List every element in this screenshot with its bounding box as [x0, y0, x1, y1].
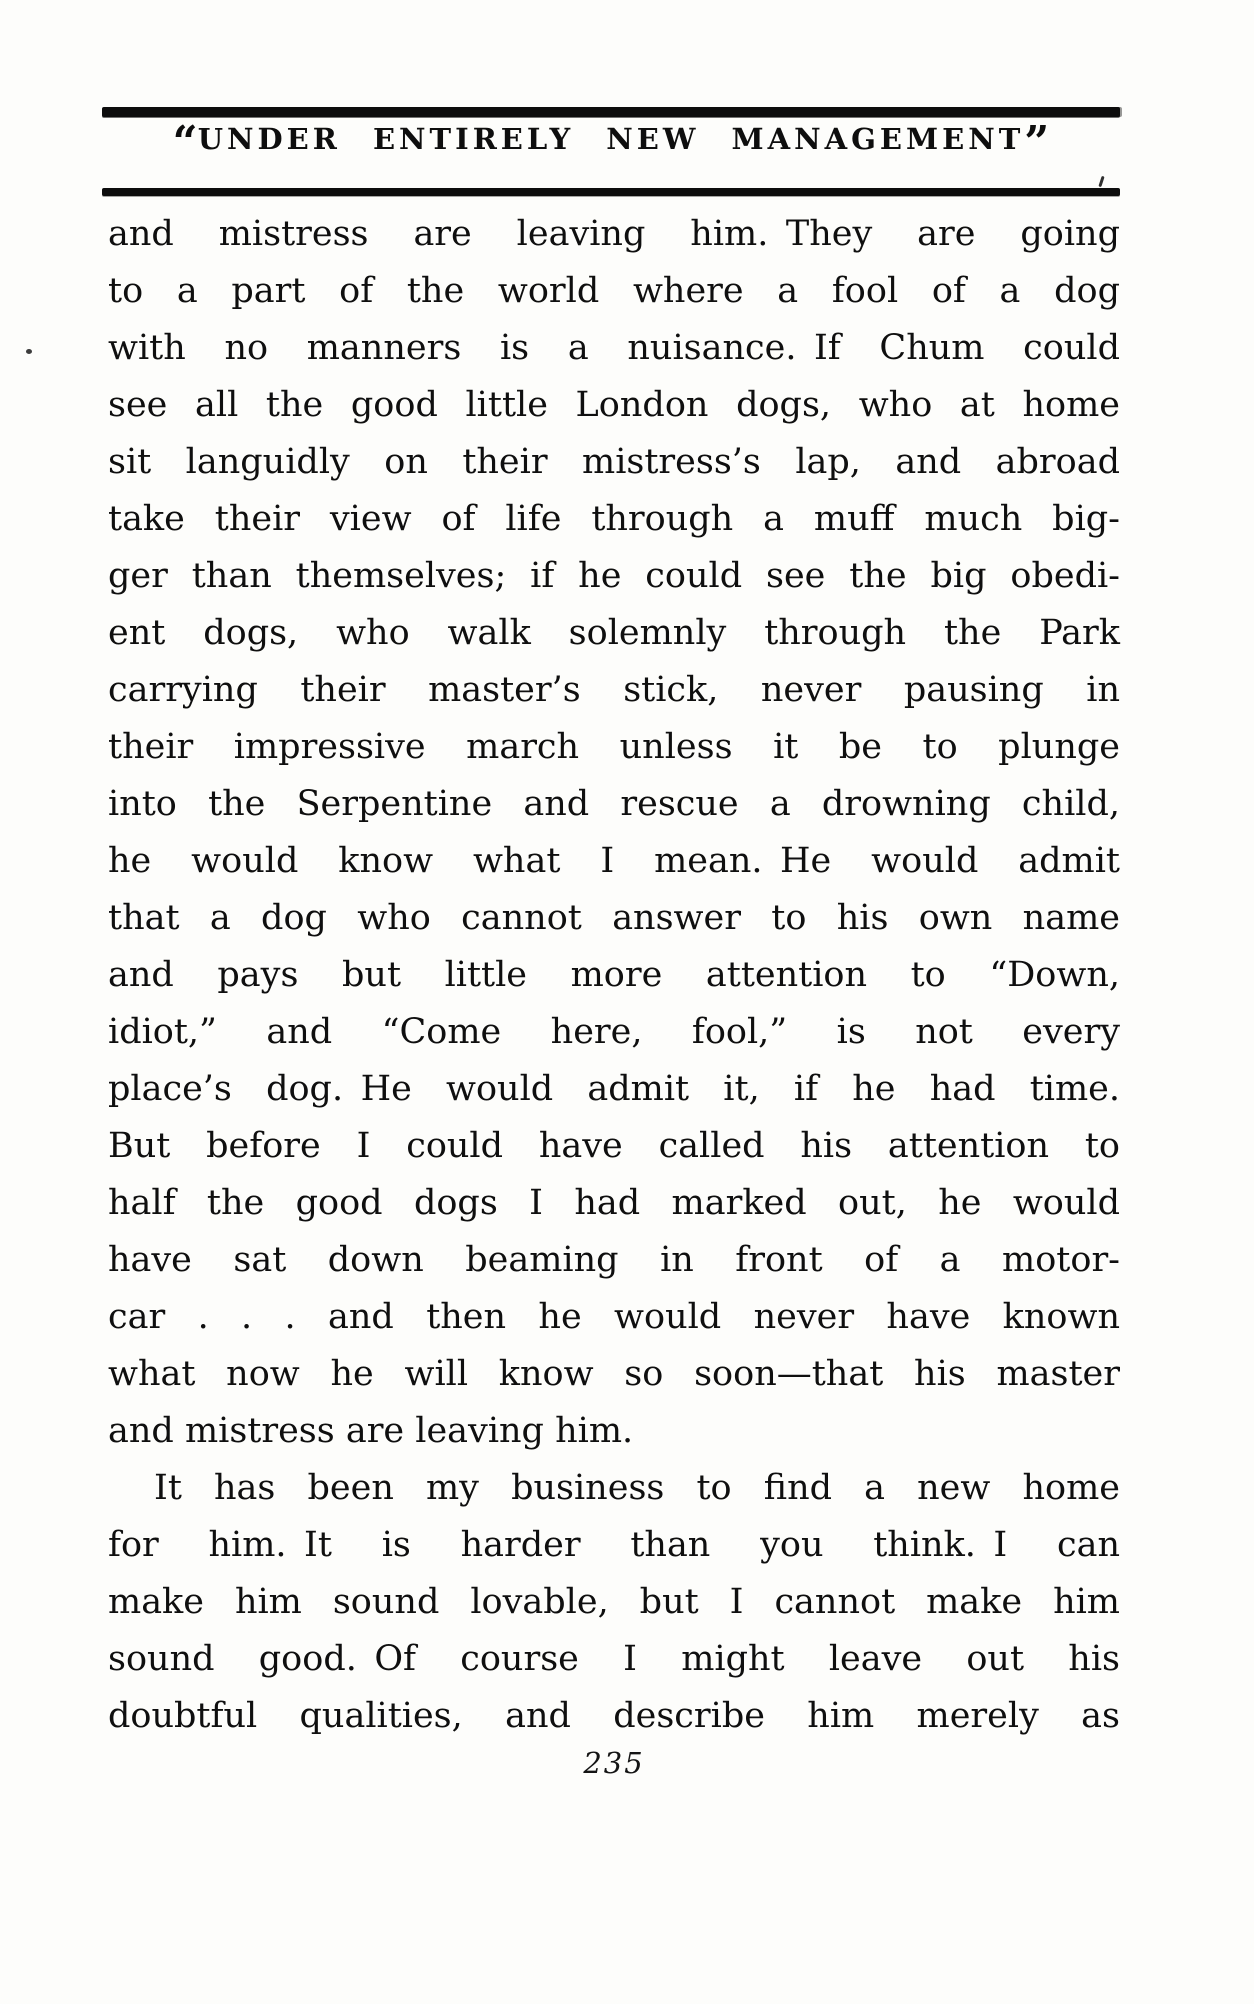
text-line: half the good dogs I had marked out, he would: [108, 1183, 1120, 1223]
text-line: But before I could have called his attention to: [108, 1126, 1120, 1166]
text-line: place’s dog. He would admit it, if he had time.: [108, 1069, 1120, 1109]
text-line: ent dogs, who walk solemnly through the Park: [108, 613, 1120, 653]
text-line: take their view of life through a muff much big-: [108, 499, 1120, 539]
text-line: and mistress are leaving him. They are going: [108, 214, 1120, 254]
body-text: [108, 206, 1120, 1745]
text-line: that a dog who cannot answer to his own name: [108, 898, 1120, 938]
ink-speck: [1098, 176, 1104, 187]
header-open-quote: “: [172, 116, 198, 168]
text-line: he would know what I mean. He would admit: [108, 841, 1120, 881]
text-line: with no manners is a nuisance. If Chum could: [108, 328, 1120, 368]
running-header: [102, 116, 1120, 174]
text-line: and mistress are leaving him.: [108, 1411, 634, 1451]
header-title: UNDER ENTIRELY NEW MANAGEMENT: [197, 122, 1025, 156]
text-line: ger than themselves; if he could see the big obedi-: [108, 556, 1120, 596]
ink-speck: [26, 349, 32, 354]
page-number: 235: [583, 1746, 645, 1780]
text-line: their impressive march unless it be to plunge: [108, 727, 1120, 767]
text-line: carrying their master’s stick, never pausing in: [108, 670, 1120, 710]
text-line: car . . . and then he would never have known: [108, 1297, 1120, 1337]
text-line: It has been my business to find a new home: [154, 1468, 1120, 1508]
text-line: sit languidly on their mistress’s lap, and abroad: [108, 442, 1120, 482]
header-rule-top: [102, 107, 1120, 117]
text-line: to a part of the world where a fool of a dog: [108, 271, 1120, 311]
header-rule-bottom: [102, 188, 1120, 196]
text-line: for him. It is harder than you think. I can: [108, 1525, 1120, 1565]
text-line: idiot,” and “Come here, fool,” is not every: [108, 1012, 1120, 1052]
text-line: doubtful qualities, and describe him merely as: [108, 1696, 1120, 1736]
text-line: sound good. Of course I might leave out his: [108, 1639, 1120, 1679]
text-line: and pays but little more attention to “Down,: [108, 955, 1120, 995]
header-close-quote: ”: [1024, 116, 1050, 168]
text-line: see all the good little London dogs, who at home: [108, 385, 1120, 425]
text-line: into the Serpentine and rescue a drowning child,: [108, 784, 1120, 824]
text-line: have sat down beaming in front of a motor-: [108, 1240, 1120, 1280]
text-line: make him sound lovable, but I cannot make him: [108, 1582, 1120, 1622]
text-line: what now he will know so soon—that his master: [108, 1354, 1120, 1394]
paragraph: [108, 206, 1120, 1460]
paragraph: [108, 1460, 1120, 1745]
